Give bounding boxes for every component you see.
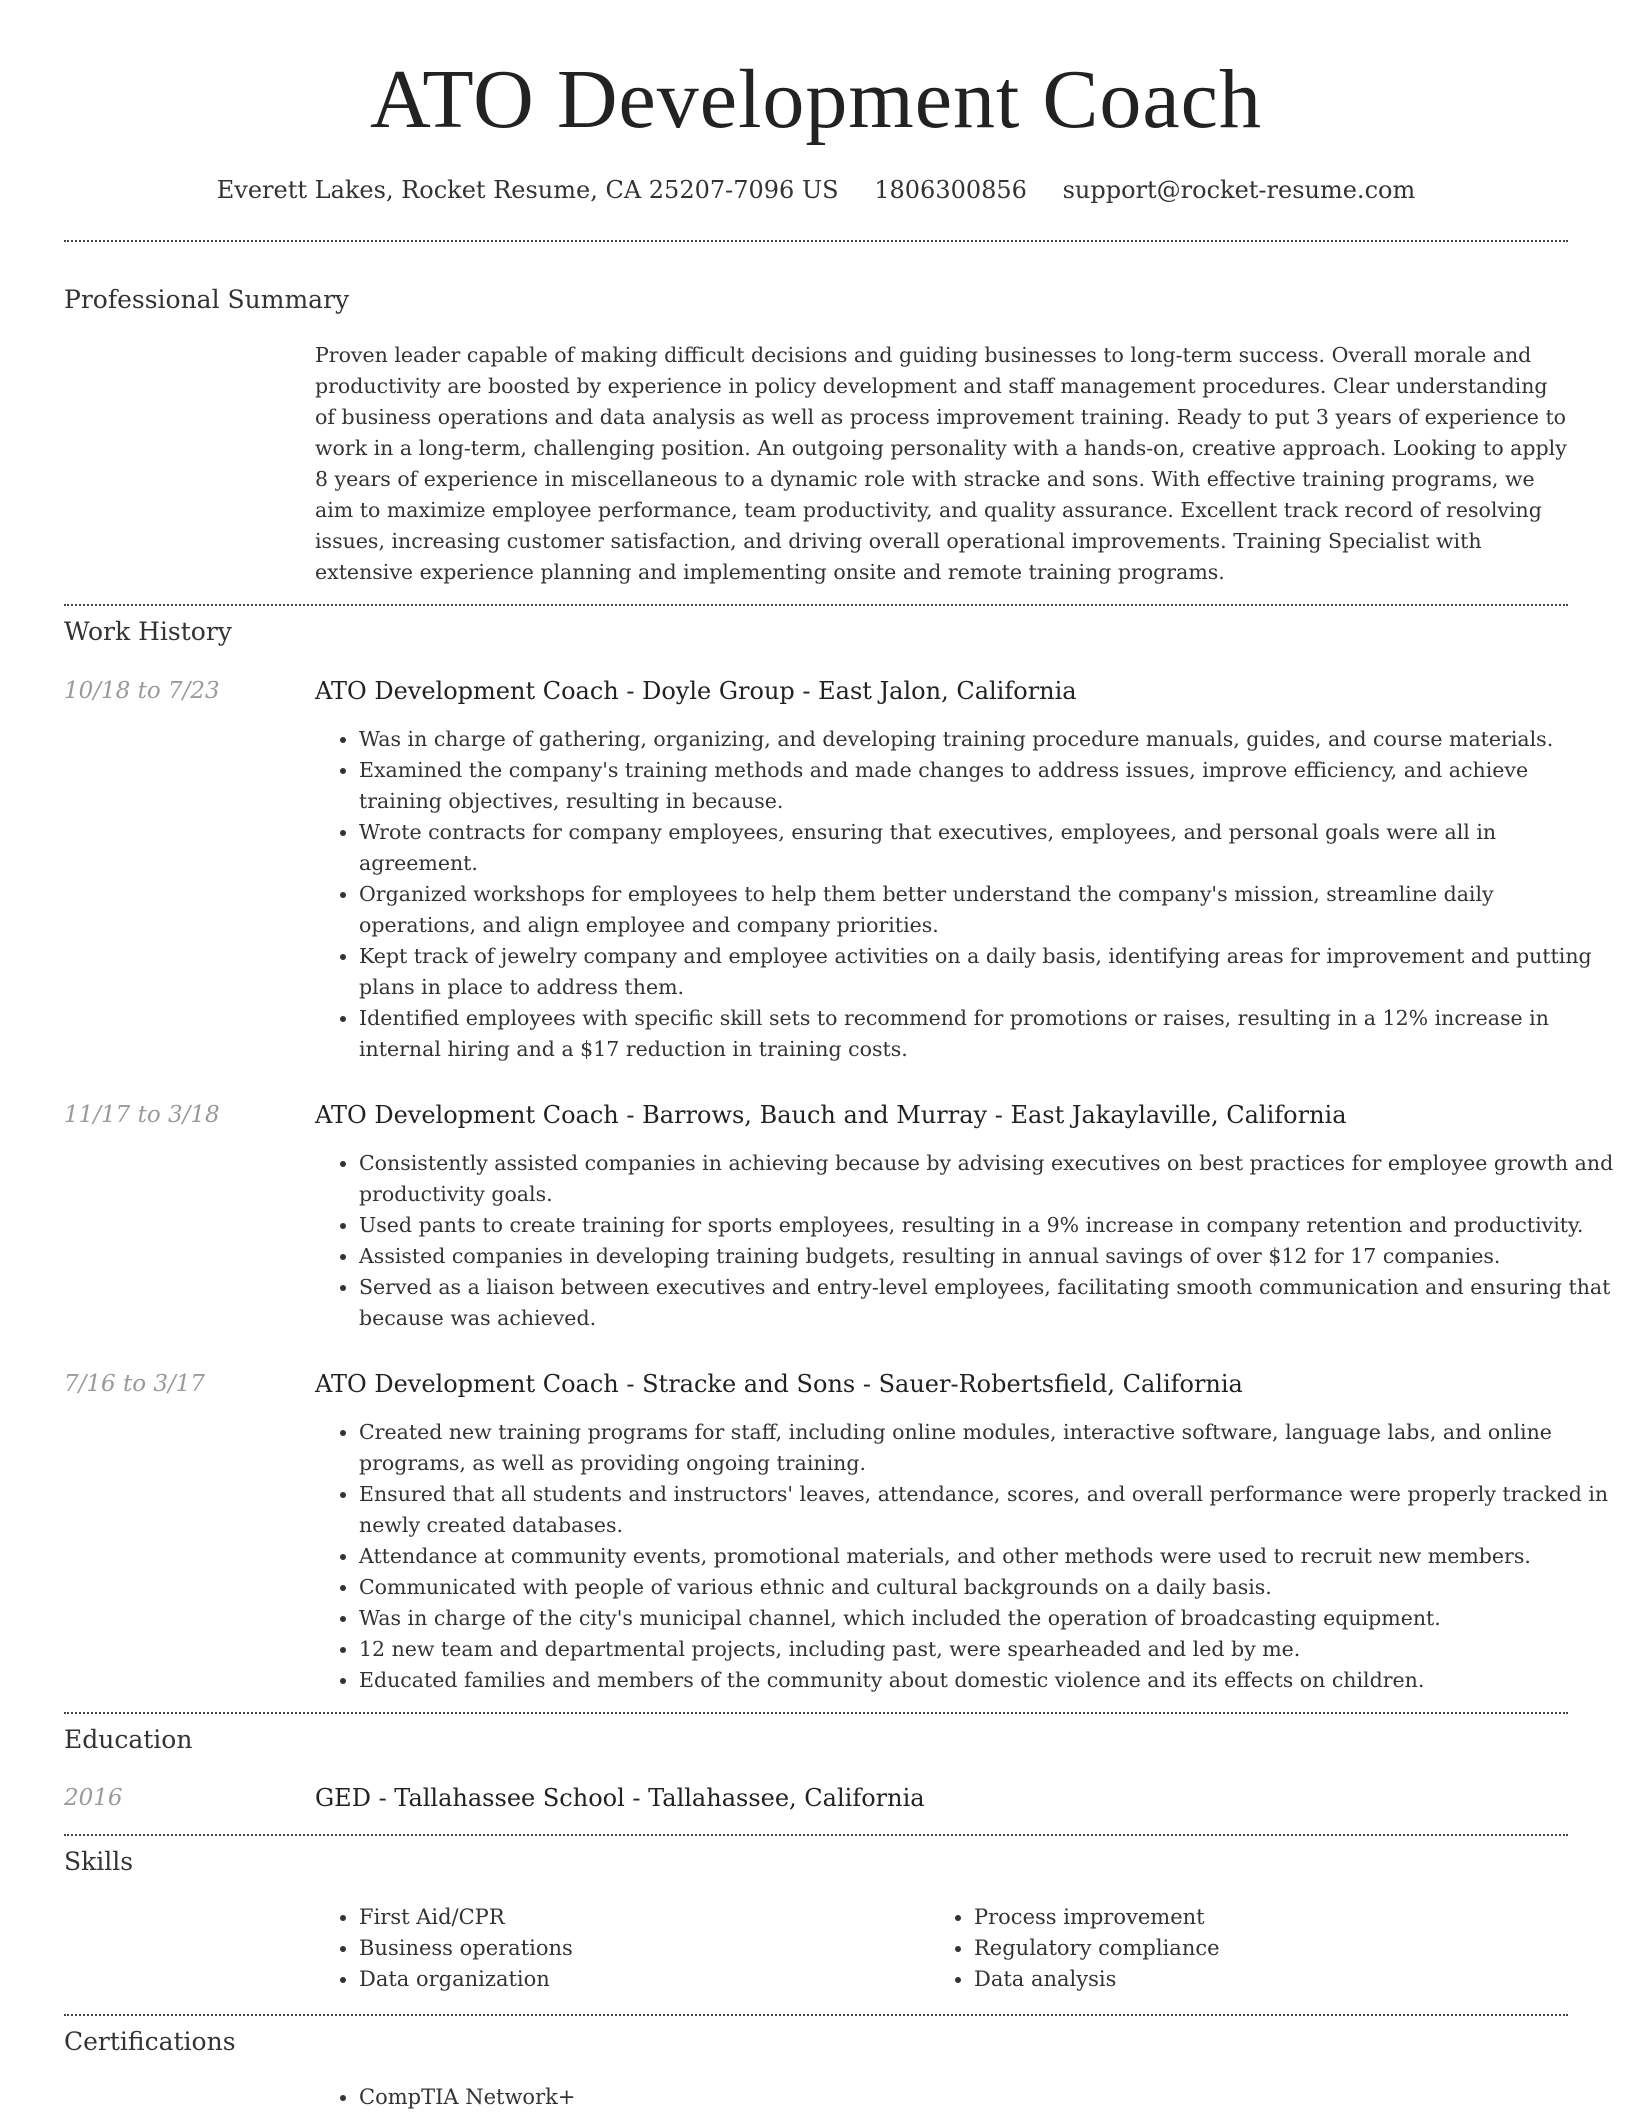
job-title: ATO Development Coach - Barrows, Bauch and Murray - East Jakaylaville, California	[315, 1101, 1347, 1129]
job-dates: 10/18 to 7/23	[64, 678, 220, 704]
contact-address: Everett Lakes, Rocket Resume, CA 25207-7096 US	[216, 176, 839, 204]
resume-name: ATO Development Coach	[370, 53, 1262, 146]
list-item: • Attendance at community events, promotional materials, and other methods were used to recruit new members.	[359, 1541, 1614, 1572]
divider	[64, 604, 1568, 606]
list-item: • Communicated with people of various ethnic and cultural backgrounds on a daily basis.	[359, 1572, 1614, 1603]
list-item: • 12 new team and departmental projects, including past, were spearheaded and led by me.	[359, 1634, 1614, 1665]
list-item: • Was in charge of gathering, organizing, and developing training procedure manuals, guides, and course materials.	[359, 724, 1614, 755]
section-title-summary: Professional Summary	[64, 285, 350, 314]
skills-list-left	[315, 1902, 919, 1995]
contact-line	[0, 170, 1632, 210]
list-item: • Ensured that all students and instructors' leaves, attendance, scores, and overall performance were properly tracked in newly created databases.	[359, 1479, 1614, 1541]
summary-text: Proven leader capable of making difficult decisions and guiding businesses to long-term success. Overall morale and productivity are boosted by experience in policy development and staff management procedures. Clear understanding of business operations and data analysis as well as process improvement training. Ready to put 3 years of experience to work in a long-term, challenging position. An outgoing personality with a hands-on, creative approach. Looking to apply 8 years of experience in miscellaneous to a dynamic role with stracke and sons. With effective training programs, we aim to maximize employee performance, team productivity, and quality assurance. Excellent track record of resolving issues, increasing customer satisfaction, and driving overall operational improvements. Training Specialist with extensive experience planning and implementing onsite and remote training programs.	[315, 343, 1567, 584]
divider	[64, 240, 1568, 242]
list-item: • Examined the company's training methods and made changes to address issues, improve efficiency, and achieve training objectives, resulting in because.	[359, 755, 1614, 817]
list-item: • Consistently assisted companies in achieving because by advising executives on best practices for employee growth and productivity goals.	[359, 1148, 1614, 1210]
section-title-work: Work History	[64, 617, 232, 646]
list-item: • Served as a liaison between executives and entry-level employees, facilitating smooth communication and ensuring that because was achieved.	[359, 1272, 1614, 1334]
job-dates: 11/17 to 3/18	[64, 1102, 220, 1128]
list-item: • Was in charge of the city's municipal channel, which included the operation of broadcasting equipment.	[359, 1603, 1614, 1634]
list-item: • Used pants to create training for sports employees, resulting in a 9% increase in company retention and productivity.	[359, 1210, 1614, 1241]
list-item: • Business operations	[359, 1933, 919, 1964]
certifications-list	[315, 2082, 1359, 2113]
skills-list-right	[930, 1902, 1534, 1995]
section-title-education: Education	[64, 1725, 193, 1754]
contact-phone: 1806300856	[874, 176, 1027, 204]
contact-email: support@rocket-resume.com	[1062, 176, 1416, 204]
divider	[64, 1834, 1568, 1836]
list-item: • Regulatory compliance	[974, 1933, 1534, 1964]
job-dates: 7/16 to 3/17	[64, 1371, 206, 1397]
education-entry: GED - Tallahassee School - Tallahassee, California	[315, 1784, 925, 1812]
job-bullets	[315, 724, 1614, 1065]
education-year: 2016	[64, 1785, 123, 1811]
list-item: • Data organization	[359, 1964, 919, 1995]
job-bullets	[315, 1417, 1614, 1696]
list-item: • First Aid/CPR	[359, 1902, 919, 1933]
list-item: • Data analysis	[974, 1964, 1534, 1995]
list-item: • Organized workshops for employees to help them better understand the company's mission, streamline daily operations, and align employee and company priorities.	[359, 879, 1614, 941]
section-title-certifications: Certifications	[64, 2027, 236, 2056]
list-item: • Kept track of jewelry company and employee activities on a daily basis, identifying areas for improvement and putting plans in place to address them.	[359, 941, 1614, 1003]
list-item: • Identified employees with specific skill sets to recommend for promotions or raises, resulting in a 12% increase in internal hiring and a $17 reduction in training costs.	[359, 1003, 1614, 1065]
list-item: • Assisted companies in developing training budgets, resulting in annual savings of over $12 for 17 companies.	[359, 1241, 1614, 1272]
job-bullets	[315, 1148, 1614, 1334]
list-item: • Created new training programs for staff, including online modules, interactive software, language labs, and online programs, as well as providing ongoing training.	[359, 1417, 1614, 1479]
list-item: • Educated families and members of the community about domestic violence and its effects on children.	[359, 1665, 1614, 1696]
list-item: • Process improvement	[974, 1902, 1534, 1933]
divider	[64, 1712, 1568, 1714]
section-title-skills: Skills	[64, 1847, 134, 1876]
list-item: • CompTIA Network+	[359, 2082, 1359, 2113]
job-title: ATO Development Coach - Doyle Group - East Jalon, California	[315, 677, 1077, 705]
divider	[64, 2014, 1568, 2016]
list-item: • Wrote contracts for company employees, ensuring that executives, employees, and personal goals were all in agreement.	[359, 817, 1614, 879]
job-title: ATO Development Coach - Stracke and Sons - Sauer-Robertsfield, California	[315, 1370, 1243, 1398]
